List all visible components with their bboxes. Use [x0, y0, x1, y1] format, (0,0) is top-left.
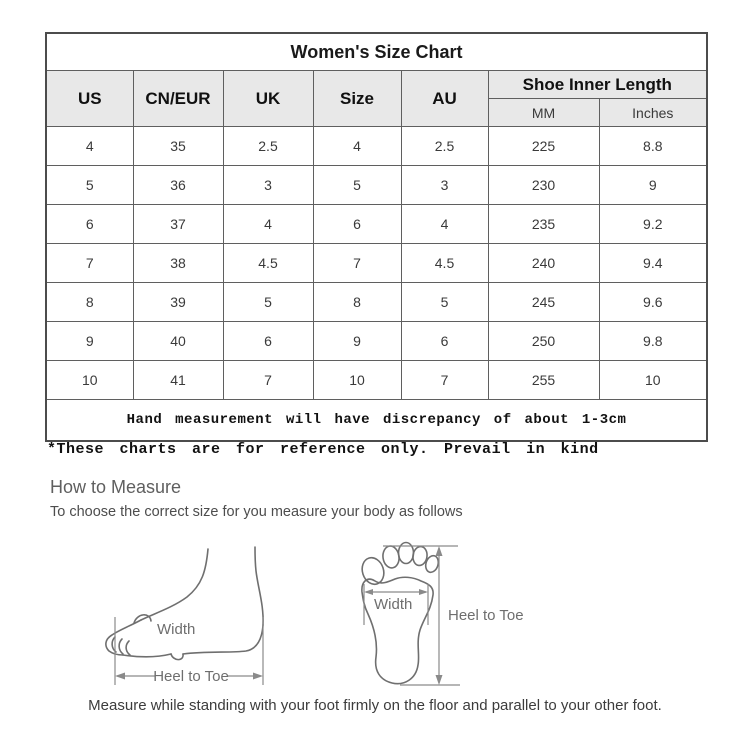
header-mm: MM	[488, 99, 599, 127]
cell-us: 8	[46, 283, 133, 322]
cell-cn-eur: 40	[133, 322, 223, 361]
measure-caption: Measure while standing with your foot firmly on the floor and parallel to your other foot.	[88, 697, 662, 714]
table-row	[46, 205, 707, 244]
cell-uk: 5	[223, 283, 313, 322]
header-us: US	[46, 71, 133, 127]
cell-mm: 250	[488, 322, 599, 361]
cell-size: 7	[313, 244, 401, 283]
table-footnote-row	[46, 400, 707, 442]
cell-us: 10	[46, 361, 133, 400]
cell-size: 6	[313, 205, 401, 244]
measurement-discrepancy-note: Hand measurement will have discrepancy of about 1-3cm	[46, 400, 707, 442]
cell-au: 4.5	[401, 244, 488, 283]
toe-arc	[119, 639, 123, 654]
cell-size: 4	[313, 127, 401, 166]
cell-au: 4	[401, 205, 488, 244]
cell-uk: 6	[223, 322, 313, 361]
cell-au: 7	[401, 361, 488, 400]
cell-au: 5	[401, 283, 488, 322]
cell-us: 7	[46, 244, 133, 283]
table-row	[46, 166, 707, 205]
arrowhead-down-icon	[436, 675, 443, 685]
arrowhead-left-icon	[115, 673, 125, 680]
header-inches: Inches	[599, 99, 707, 127]
foot-outline	[141, 549, 208, 620]
page-title: Women's Size Chart	[46, 33, 707, 71]
cell-size: 9	[313, 322, 401, 361]
cell-mm: 230	[488, 166, 599, 205]
cell-au: 2.5	[401, 127, 488, 166]
cell-us: 9	[46, 322, 133, 361]
width-label: Width	[374, 596, 413, 613]
cell-inches: 9.8	[599, 322, 707, 361]
cell-inches: 9.6	[599, 283, 707, 322]
arrowhead-right-icon	[253, 673, 263, 680]
cell-uk: 2.5	[223, 127, 313, 166]
cell-cn-eur: 41	[133, 361, 223, 400]
header-cn-eur: CN/EUR	[133, 71, 223, 127]
table-row	[46, 244, 707, 283]
toe-outline	[106, 620, 141, 655]
table-title-row	[46, 33, 707, 71]
table-row	[46, 361, 707, 400]
heel-to-toe-label: Heel to Toe	[448, 607, 524, 624]
header-shoe-inner-length: Shoe Inner Length	[488, 71, 707, 99]
heel-to-toe-label: Heel to Toe	[153, 668, 229, 685]
cell-us: 6	[46, 205, 133, 244]
header-au: AU	[401, 71, 488, 127]
foot-top-view-diagram	[340, 528, 565, 693]
cell-uk: 4.5	[223, 244, 313, 283]
cell-uk: 3	[223, 166, 313, 205]
width-label: Width	[157, 621, 196, 638]
cell-mm: 235	[488, 205, 599, 244]
cell-cn-eur: 36	[133, 166, 223, 205]
reference-disclaimer: *These charts are for reference only. Prevail in kind	[47, 441, 599, 458]
how-to-measure-subheading: To choose the correct size for you measure your body as follows	[50, 504, 463, 520]
cell-au: 3	[401, 166, 488, 205]
cell-mm: 240	[488, 244, 599, 283]
cell-uk: 4	[223, 205, 313, 244]
how-to-measure-heading: How to Measure	[50, 477, 182, 497]
cell-size: 10	[313, 361, 401, 400]
cell-us: 4	[46, 127, 133, 166]
cell-mm: 255	[488, 361, 599, 400]
cell-cn-eur: 35	[133, 127, 223, 166]
table-row	[46, 283, 707, 322]
heel-back-line	[255, 547, 263, 625]
cell-inches: 9.4	[599, 244, 707, 283]
arrowhead-left-icon	[364, 589, 373, 595]
cell-cn-eur: 38	[133, 244, 223, 283]
cell-inches: 9	[599, 166, 707, 205]
toe	[382, 545, 401, 569]
cell-inches: 10	[599, 361, 707, 400]
foot-side-view-diagram	[95, 533, 285, 695]
table-header-row	[46, 71, 707, 99]
cell-size: 5	[313, 166, 401, 205]
cell-cn-eur: 37	[133, 205, 223, 244]
table-row	[46, 322, 707, 361]
header-size: Size	[313, 71, 401, 127]
toe-arc	[126, 641, 130, 655]
cell-mm: 225	[488, 127, 599, 166]
table-row	[46, 127, 707, 166]
arrowhead-right-icon	[419, 589, 428, 595]
cell-uk: 7	[223, 361, 313, 400]
cell-us: 5	[46, 166, 133, 205]
cell-au: 6	[401, 322, 488, 361]
arch-loop	[171, 654, 183, 660]
cell-size: 8	[313, 283, 401, 322]
size-chart-table	[45, 32, 708, 442]
cell-inches: 9.2	[599, 205, 707, 244]
arrowhead-up-icon	[436, 546, 443, 556]
cell-cn-eur: 39	[133, 283, 223, 322]
header-uk: UK	[223, 71, 313, 127]
cell-mm: 245	[488, 283, 599, 322]
cell-inches: 8.8	[599, 127, 707, 166]
